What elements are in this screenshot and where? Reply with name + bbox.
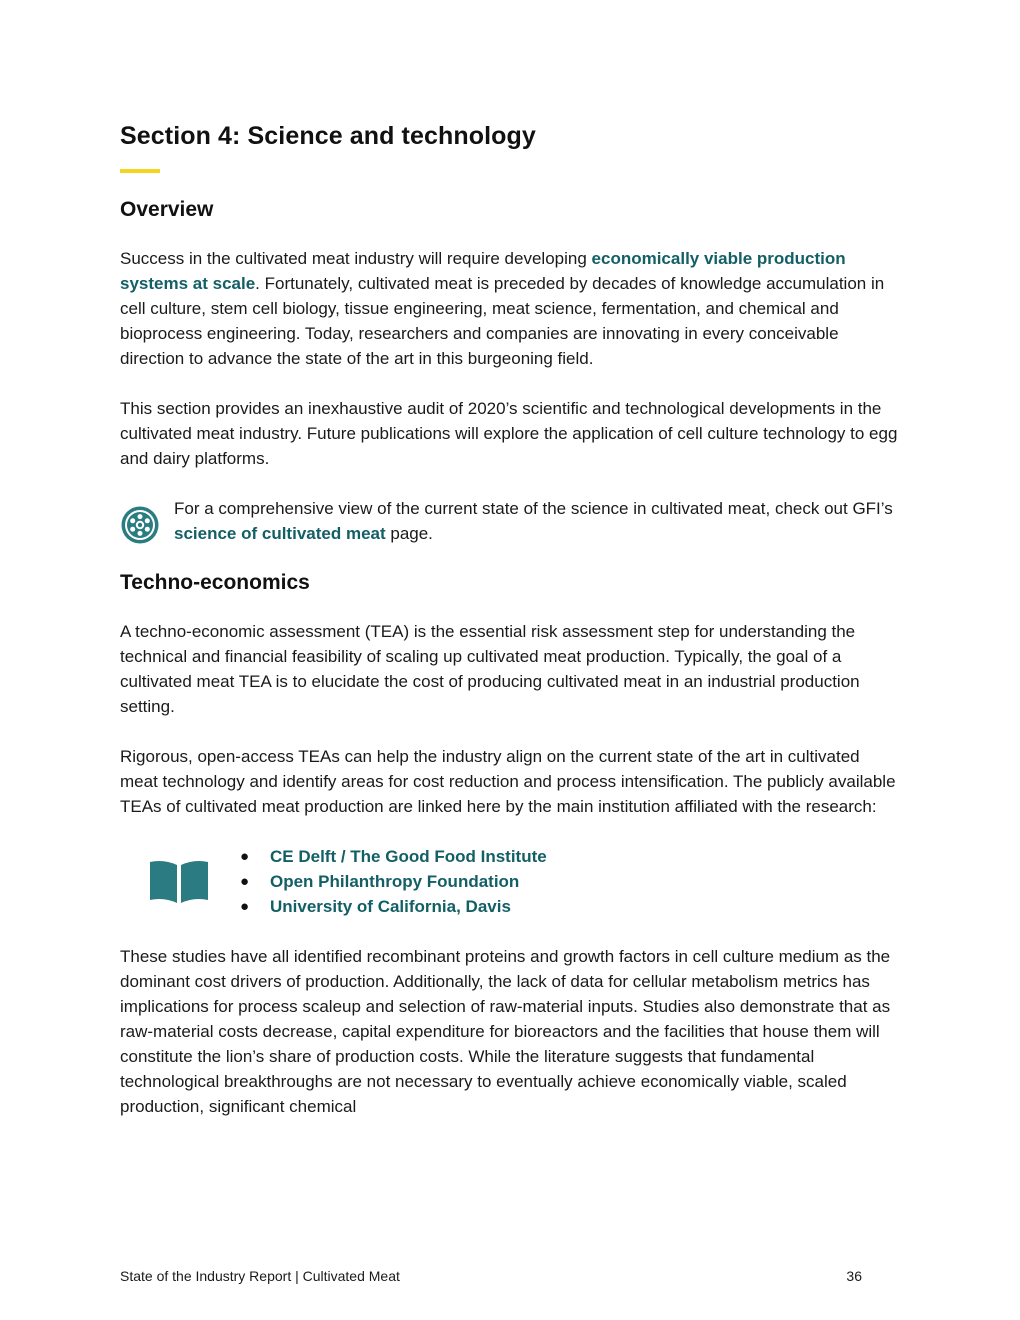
- techno-paragraph-2: Rigorous, open-access TEAs can help the industry align on the current state of the art in cultivated meat technology and identify areas for cost reduction and process intensification. The publicly available TEAs of cultivated meat production are linked here by the main institution affiliated with the research:: [120, 747, 896, 816]
- bullet: ●: [240, 873, 250, 890]
- list-item: [240, 869, 547, 894]
- techno-economics-heading: Techno-economics: [120, 571, 310, 594]
- tea-links-list: [240, 844, 547, 919]
- page-number: 36: [846, 1268, 862, 1284]
- footer-report-title: State of the Industry Report | Cultivated Meat: [120, 1268, 400, 1284]
- economically-viable-link[interactable]: economically viable production systems at scale: [120, 249, 846, 293]
- science-callout: [120, 496, 900, 546]
- callout-text: [174, 496, 900, 546]
- section-title: Section 4: Science and technology: [120, 122, 536, 150]
- overview-paragraph-1: [120, 246, 900, 371]
- overview-paragraph-2: This section provides an inexhaustive audit of 2020’s scientific and technological developments in the cultivated meat industry. Future publications will explore the application of cell culture technology to egg and dairy platforms.: [120, 399, 898, 468]
- open-book-icon: [148, 858, 210, 906]
- list-item: [240, 894, 547, 919]
- tea-links-block: [148, 844, 900, 919]
- callout-text-start: For a comprehensive view of the current state of the science in cultivated meat, check out GFI’s: [174, 499, 893, 518]
- overview-p1-text-end: . Fortunately, cultivated meat is preceded by decades of knowledge accumulation in cell culture, stem cell biology, tissue engineering, meat science, fermentation, and chemical and bioprocess engineering. Today, researchers and companies are innovating in every conceivable direction to advance the state of the art in this burgeoning field.: [120, 274, 885, 368]
- title-accent-bar: [120, 169, 160, 173]
- bullet: ●: [240, 848, 250, 865]
- uc-davis-link[interactable]: University of California, Davis: [270, 897, 511, 916]
- science-of-cultivated-meat-link[interactable]: science of cultivated meat: [174, 524, 386, 543]
- list-item: [240, 844, 547, 869]
- ce-delft-gfi-link[interactable]: CE Delft / The Good Food Institute: [270, 847, 547, 866]
- techno-paragraph-1: A techno-economic assessment (TEA) is the essential risk assessment step for understanding the technical and financial feasibility of scaling up cultivated meat production. Typically, the goal of a cultivated meat TEA is to elucidate the cost of producing cultivated meat in an industrial production setting.: [120, 622, 860, 716]
- page-content: [120, 118, 900, 1119]
- bullet: ●: [240, 898, 250, 915]
- overview-p1-text-start: Success in the cultivated meat industry will require developing: [120, 249, 592, 268]
- techno-paragraph-3: These studies have all identified recombinant proteins and growth factors in cell culture medium as the dominant cost drivers of production. Additionally, the lack of data for cellular metabolism metrics has implications for process scaleup and selection of raw-material inputs. Studies also demonstrate that as raw-material costs decrease, capital expenditure for bioreactors and the facilities that house them will constitute the lion’s share of production costs. While the literature suggests that fundamental technological breakthroughs are not necessary to eventually achieve economically viable, scaled production, significant chemical: [120, 947, 891, 1116]
- page-footer: [120, 1268, 862, 1284]
- overview-heading: Overview: [120, 198, 214, 221]
- callout-text-end: page.: [385, 524, 433, 543]
- cell-culture-icon: [120, 505, 160, 545]
- open-philanthropy-link[interactable]: Open Philanthropy Foundation: [270, 872, 520, 891]
